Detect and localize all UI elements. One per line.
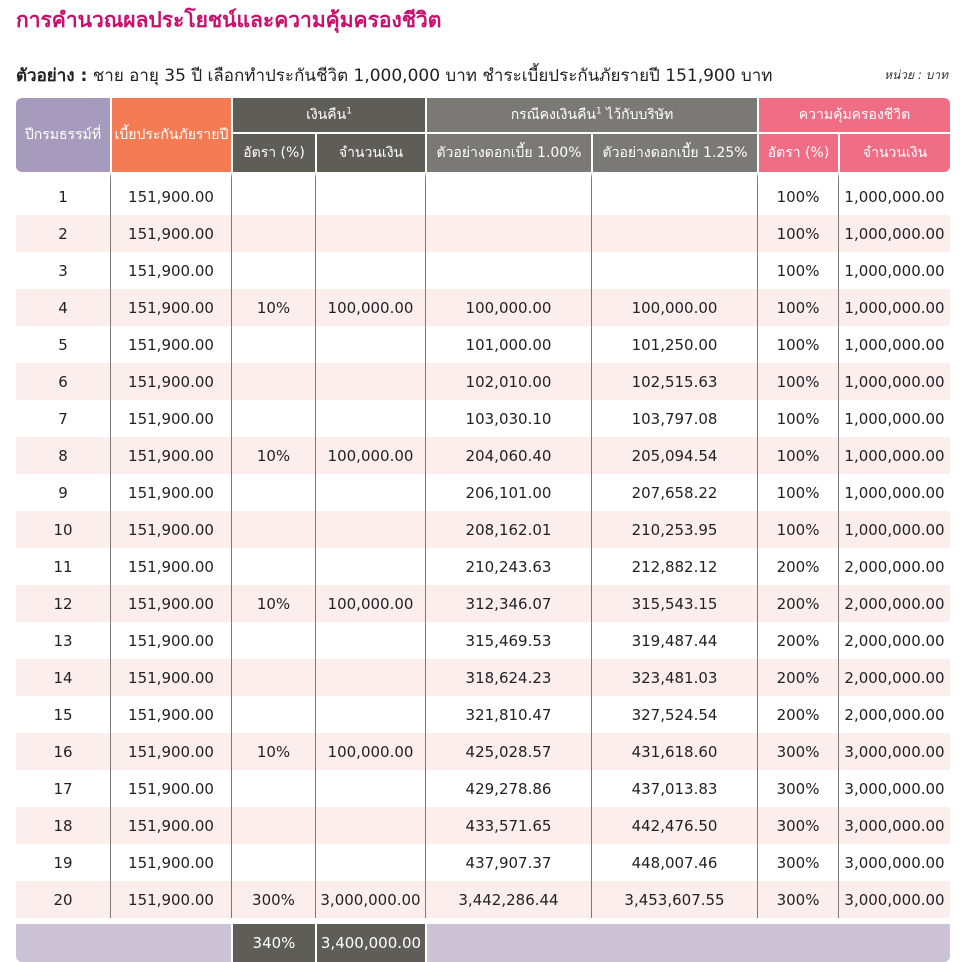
cell-year: 11 bbox=[53, 557, 73, 576]
table-row bbox=[16, 844, 950, 881]
cell-interest-1: 3,442,286.44 bbox=[425, 881, 591, 918]
header-cashback-amount: จำนวนเงิน bbox=[315, 132, 425, 172]
cell-cashback-rate bbox=[231, 172, 315, 215]
cell-year: 6 bbox=[16, 363, 110, 400]
cell-year: 19 bbox=[53, 853, 73, 872]
table-row bbox=[16, 622, 950, 659]
cell-interest-1: 318,624.23 bbox=[425, 659, 591, 696]
cell-interest-1: 321,810.47 bbox=[425, 696, 591, 733]
cell-cashback-rate bbox=[231, 363, 315, 400]
cell-cashback-amount bbox=[315, 548, 425, 585]
cell-cashback-amount bbox=[315, 363, 425, 400]
cell-year: 16 bbox=[16, 733, 110, 770]
cell-cashback-rate bbox=[231, 770, 315, 807]
cell-interest-2: 101,250.00 bbox=[591, 326, 757, 363]
cell-interest-2: 205,094.54 bbox=[591, 437, 757, 474]
cell-interest-1 bbox=[425, 215, 591, 252]
benefit-table bbox=[16, 98, 950, 962]
cell-coverage-amount: 3,000,000.00 bbox=[838, 881, 950, 918]
cell-premium: 151,900.00 bbox=[110, 844, 231, 881]
cell-interest-1: 208,162.01 bbox=[425, 511, 591, 548]
cell-cashback-amount bbox=[315, 400, 425, 437]
cell-interest-2: 102,515.63 bbox=[591, 363, 757, 400]
cell-coverage-amount: 2,000,000.00 bbox=[838, 548, 950, 585]
cell-interest-1: 206,101.00 bbox=[425, 474, 591, 511]
example-label: ตัวอย่าง : bbox=[16, 66, 88, 86]
cell-coverage-amount: 1,000,000.00 bbox=[838, 215, 950, 252]
cell-interest-1: 437,907.37 bbox=[425, 844, 591, 881]
cell-coverage-amount: 1,000,000.00 bbox=[838, 326, 950, 363]
cell-year: 2 bbox=[16, 215, 110, 252]
cell-coverage-rate: 100% bbox=[757, 400, 838, 437]
cell-interest-1: 102,010.00 bbox=[425, 363, 591, 400]
totals-spacer-right bbox=[425, 918, 950, 962]
cell-interest-2: 315,543.15 bbox=[591, 585, 757, 622]
cell-year: 5 bbox=[58, 335, 68, 354]
cell-premium: 151,900.00 bbox=[110, 326, 231, 363]
cell-coverage-rate: 100% bbox=[757, 289, 838, 326]
cell-coverage-rate: 200% bbox=[757, 622, 838, 659]
header-coverage-amount: จำนวนเงิน bbox=[838, 132, 950, 172]
table-row bbox=[16, 252, 950, 289]
cell-interest-2: 448,007.46 bbox=[591, 844, 757, 881]
cell-coverage-amount: 3,000,000.00 bbox=[838, 770, 950, 807]
header-keep bbox=[425, 98, 757, 132]
total-rate: 340% bbox=[231, 918, 315, 962]
cell-premium: 151,900.00 bbox=[110, 252, 231, 289]
cell-cashback-rate bbox=[231, 215, 315, 252]
cell-interest-2: 100,000.00 bbox=[591, 289, 757, 326]
table-row bbox=[16, 363, 950, 400]
cell-coverage-rate: 200% bbox=[757, 659, 838, 696]
cell-interest-1: 425,028.57 bbox=[425, 733, 591, 770]
cell-year: 14 bbox=[16, 659, 110, 696]
cell-premium: 151,900.00 bbox=[110, 622, 231, 659]
table-row bbox=[16, 511, 950, 548]
table-row bbox=[16, 881, 950, 918]
cell-premium: 151,900.00 bbox=[110, 807, 231, 844]
cell-cashback-rate bbox=[231, 400, 315, 437]
cell-premium: 151,900.00 bbox=[110, 659, 231, 696]
cell-interest-1: 429,278.86 bbox=[425, 770, 591, 807]
cell-coverage-amount: 2,000,000.00 bbox=[838, 696, 950, 733]
cell-coverage-rate: 100% bbox=[757, 363, 838, 400]
cell-premium: 151,900.00 bbox=[110, 437, 231, 474]
cell-interest-1: 103,030.10 bbox=[425, 400, 591, 437]
cell-cashback-rate bbox=[231, 326, 315, 363]
cell-coverage-amount: 2,000,000.00 bbox=[838, 659, 950, 696]
cell-coverage-rate: 300% bbox=[757, 770, 838, 807]
cell-cashback-rate: 10% bbox=[231, 585, 315, 622]
cell-interest-2: 442,476.50 bbox=[591, 807, 757, 844]
table-row bbox=[16, 289, 950, 326]
header-cashback-rate: อัตรา (%) bbox=[231, 132, 315, 172]
cell-coverage-rate: 100% bbox=[757, 511, 838, 548]
cell-cashback-rate bbox=[231, 511, 315, 548]
cell-coverage-amount: 1,000,000.00 bbox=[838, 511, 950, 548]
cell-coverage-amount: 1,000,000.00 bbox=[838, 474, 950, 511]
cell-year: 3 bbox=[58, 261, 68, 280]
header-interest-2: ตัวอย่างดอกเบี้ย 1.25% bbox=[591, 132, 757, 172]
table-row bbox=[16, 733, 950, 770]
cell-year: 9 bbox=[58, 483, 68, 502]
cell-interest-2: 212,882.12 bbox=[591, 548, 757, 585]
cell-interest-2: 437,013.83 bbox=[591, 770, 757, 807]
cell-premium: 151,900.00 bbox=[110, 770, 231, 807]
cell-interest-1: 204,060.40 bbox=[425, 437, 591, 474]
totals-row bbox=[16, 918, 950, 962]
cell-year: 4 bbox=[16, 289, 110, 326]
cell-interest-1: 101,000.00 bbox=[425, 326, 591, 363]
cell-premium: 151,900.00 bbox=[110, 733, 231, 770]
cell-interest-2 bbox=[591, 252, 757, 289]
cell-interest-1 bbox=[425, 172, 591, 215]
cell-premium: 151,900.00 bbox=[110, 363, 231, 400]
cell-coverage-rate: 100% bbox=[757, 172, 838, 215]
cell-interest-2: 207,658.22 bbox=[591, 474, 757, 511]
cell-year: 20 bbox=[16, 881, 110, 918]
cell-interest-2: 3,453,607.55 bbox=[591, 881, 757, 918]
cell-cashback-rate bbox=[231, 252, 315, 289]
header-cashback bbox=[231, 98, 425, 132]
table-row bbox=[16, 215, 950, 252]
cell-cashback-amount: 3,000,000.00 bbox=[315, 881, 425, 918]
cell-cashback-amount: 100,000.00 bbox=[315, 289, 425, 326]
table-row bbox=[16, 548, 950, 585]
cell-premium: 151,900.00 bbox=[110, 474, 231, 511]
cell-cashback-amount bbox=[315, 172, 425, 215]
header-premium: เบี้ยประกันภัยรายปี bbox=[110, 98, 231, 172]
cell-coverage-rate: 100% bbox=[757, 215, 838, 252]
cell-year: 17 bbox=[53, 779, 73, 798]
table-row bbox=[16, 770, 950, 807]
cell-interest-2 bbox=[591, 172, 757, 215]
cell-coverage-amount: 1,000,000.00 bbox=[838, 363, 950, 400]
header-coverage-rate: อัตรา (%) bbox=[757, 132, 838, 172]
table-row bbox=[16, 326, 950, 363]
cell-cashback-amount bbox=[315, 622, 425, 659]
cell-coverage-rate: 300% bbox=[757, 807, 838, 844]
cell-cashback-amount bbox=[315, 844, 425, 881]
total-amount: 3,400,000.00 bbox=[315, 918, 425, 962]
cell-coverage-amount: 3,000,000.00 bbox=[838, 844, 950, 881]
cell-year: 12 bbox=[16, 585, 110, 622]
table-row bbox=[16, 659, 950, 696]
cell-cashback-rate: 300% bbox=[231, 881, 315, 918]
cell-premium: 151,900.00 bbox=[110, 400, 231, 437]
cell-coverage-amount: 1,000,000.00 bbox=[838, 252, 950, 289]
cell-interest-1: 433,571.65 bbox=[425, 807, 591, 844]
cell-coverage-rate: 200% bbox=[757, 696, 838, 733]
cell-interest-1: 100,000.00 bbox=[425, 289, 591, 326]
cell-cashback-amount bbox=[315, 770, 425, 807]
cell-coverage-amount: 1,000,000.00 bbox=[838, 400, 950, 437]
cell-premium: 151,900.00 bbox=[110, 215, 231, 252]
cell-cashback-amount bbox=[315, 659, 425, 696]
header-coverage: ความคุ้มครองชีวิต bbox=[757, 98, 950, 132]
cell-cashback-rate bbox=[231, 622, 315, 659]
cell-coverage-rate: 100% bbox=[757, 474, 838, 511]
totals-spacer-left bbox=[16, 918, 231, 962]
cell-interest-2: 327,524.54 bbox=[591, 696, 757, 733]
cell-year: 13 bbox=[53, 631, 73, 650]
cell-coverage-rate: 100% bbox=[757, 437, 838, 474]
cell-coverage-amount: 1,000,000.00 bbox=[838, 437, 950, 474]
cell-cashback-rate: 10% bbox=[231, 733, 315, 770]
cell-year: 10 bbox=[16, 511, 110, 548]
cell-premium: 151,900.00 bbox=[110, 172, 231, 215]
header-year: ปีกรมธรรม์ที่ bbox=[16, 98, 110, 172]
cell-cashback-amount: 100,000.00 bbox=[315, 585, 425, 622]
cell-coverage-rate: 100% bbox=[757, 252, 838, 289]
unit-note: หน่วย : บาท bbox=[884, 68, 948, 82]
cell-premium: 151,900.00 bbox=[110, 548, 231, 585]
cell-premium: 151,900.00 bbox=[110, 881, 231, 918]
cell-year: 7 bbox=[58, 409, 68, 428]
cell-coverage-amount: 2,000,000.00 bbox=[838, 585, 950, 622]
cell-cashback-amount bbox=[315, 807, 425, 844]
header-cashback-sup: 1 bbox=[346, 106, 352, 117]
cell-premium: 151,900.00 bbox=[110, 511, 231, 548]
cell-coverage-rate: 100% bbox=[757, 326, 838, 363]
cell-year: 18 bbox=[16, 807, 110, 844]
table-row bbox=[16, 172, 950, 215]
header-cashback-label: เงินคืน bbox=[306, 107, 347, 123]
cell-cashback-rate bbox=[231, 474, 315, 511]
cell-interest-2: 319,487.44 bbox=[591, 622, 757, 659]
cell-interest-1: 312,346.07 bbox=[425, 585, 591, 622]
cell-cashback-amount: 100,000.00 bbox=[315, 733, 425, 770]
header-keep-label: กรณีคงเงินคืน bbox=[510, 107, 596, 123]
cell-coverage-amount: 2,000,000.00 bbox=[838, 622, 950, 659]
cell-coverage-amount: 3,000,000.00 bbox=[838, 807, 950, 844]
example-line bbox=[16, 62, 773, 89]
cell-cashback-rate bbox=[231, 844, 315, 881]
cell-interest-1 bbox=[425, 252, 591, 289]
cell-cashback-rate bbox=[231, 659, 315, 696]
cell-coverage-rate: 200% bbox=[757, 585, 838, 622]
table-row bbox=[16, 585, 950, 622]
cell-coverage-rate: 300% bbox=[757, 844, 838, 881]
cell-interest-2: 103,797.08 bbox=[591, 400, 757, 437]
page-title: การคำนวณผลประโยชน์และความคุ้มครองชีวิต bbox=[16, 8, 442, 32]
cell-cashback-amount: 100,000.00 bbox=[315, 437, 425, 474]
table-body bbox=[16, 172, 950, 918]
cell-cashback-rate: 10% bbox=[231, 437, 315, 474]
cell-interest-2: 210,253.95 bbox=[591, 511, 757, 548]
header-interest-1: ตัวอย่างดอกเบี้ย 1.00% bbox=[425, 132, 591, 172]
cell-cashback-rate bbox=[231, 696, 315, 733]
cell-year: 15 bbox=[53, 705, 73, 724]
cell-coverage-amount: 3,000,000.00 bbox=[838, 733, 950, 770]
cell-year: 1 bbox=[16, 172, 110, 215]
table-row bbox=[16, 696, 950, 733]
cell-year: 8 bbox=[16, 437, 110, 474]
cell-cashback-amount bbox=[315, 326, 425, 363]
cell-cashback-rate bbox=[231, 807, 315, 844]
table-row bbox=[16, 807, 950, 844]
cell-coverage-rate: 300% bbox=[757, 733, 838, 770]
table-row bbox=[16, 400, 950, 437]
cell-premium: 151,900.00 bbox=[110, 585, 231, 622]
cell-cashback-amount bbox=[315, 252, 425, 289]
example-text: ชาย อายุ 35 ปี เลือกทำประกันชีวิต 1,000,000 บาท ชำระเบี้ยประกันภัยรายปี 151,900 บาท bbox=[87, 66, 773, 86]
header-keep-sup: 1 bbox=[596, 106, 602, 117]
cell-premium: 151,900.00 bbox=[110, 696, 231, 733]
header-keep-suffix: ไว้กับบริษัท bbox=[601, 107, 674, 123]
cell-cashback-amount bbox=[315, 696, 425, 733]
cell-coverage-rate: 300% bbox=[757, 881, 838, 918]
cell-coverage-amount: 1,000,000.00 bbox=[838, 289, 950, 326]
cell-cashback-amount bbox=[315, 511, 425, 548]
cell-interest-1: 315,469.53 bbox=[425, 622, 591, 659]
cell-cashback-rate: 10% bbox=[231, 289, 315, 326]
table-row bbox=[16, 437, 950, 474]
cell-cashback-amount bbox=[315, 474, 425, 511]
cell-interest-2 bbox=[591, 215, 757, 252]
cell-coverage-rate: 200% bbox=[757, 548, 838, 585]
cell-cashback-rate bbox=[231, 548, 315, 585]
cell-premium: 151,900.00 bbox=[110, 289, 231, 326]
cell-interest-2: 323,481.03 bbox=[591, 659, 757, 696]
table-row bbox=[16, 474, 950, 511]
cell-cashback-amount bbox=[315, 215, 425, 252]
cell-interest-2: 431,618.60 bbox=[591, 733, 757, 770]
cell-coverage-amount: 1,000,000.00 bbox=[838, 172, 950, 215]
cell-interest-1: 210,243.63 bbox=[425, 548, 591, 585]
